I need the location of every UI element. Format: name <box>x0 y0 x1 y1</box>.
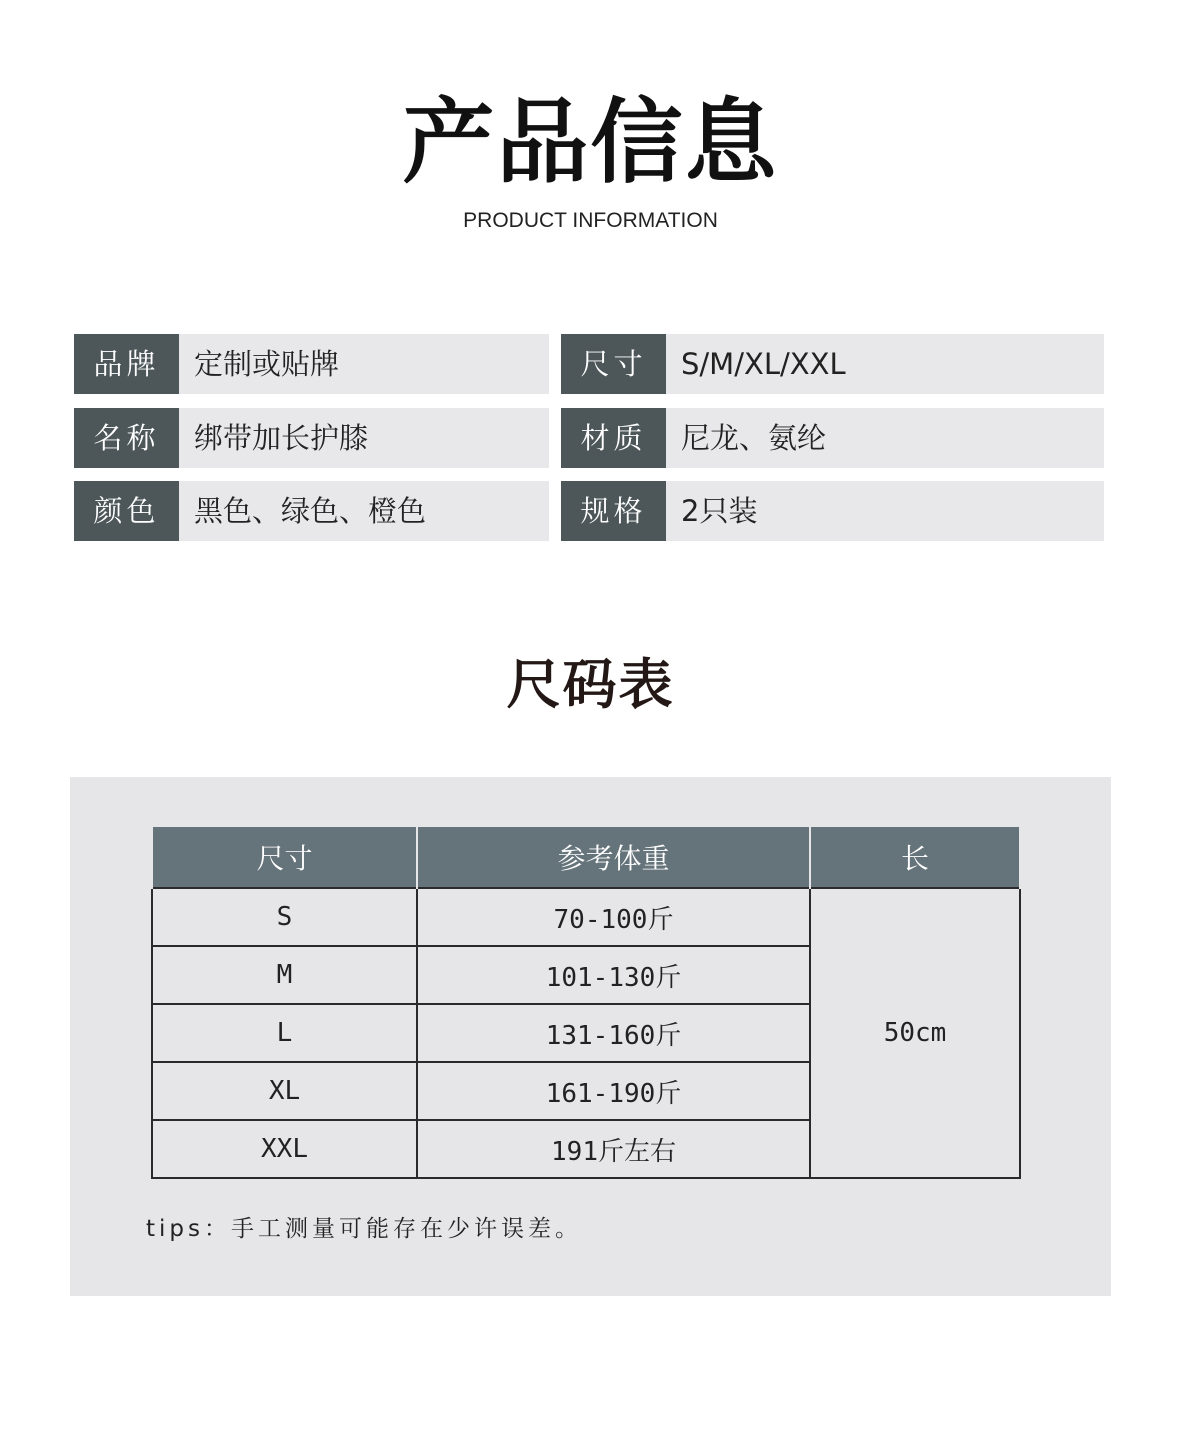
table-row <box>152 888 1020 946</box>
info-cell <box>74 334 549 394</box>
cell-size: M <box>152 946 417 1004</box>
info-cell <box>561 334 1104 394</box>
size-chart-title: 尺码表 <box>506 653 675 716</box>
info-cell <box>561 408 1104 468</box>
info-label: 品牌 <box>74 334 179 394</box>
table-header-row <box>152 827 1020 888</box>
cell-size: XXL <box>152 1120 417 1178</box>
info-row-color <box>74 481 549 541</box>
header-length: 长 <box>810 827 1020 888</box>
cell-size: L <box>152 1004 417 1062</box>
cell-weight: 101-130斤 <box>417 946 810 1004</box>
cell-size: XL <box>152 1062 417 1120</box>
info-value: 尼龙、氨纶 <box>681 421 827 455</box>
info-value: 绑带加长护膝 <box>194 421 369 455</box>
info-label: 规格 <box>561 481 666 541</box>
cell-length: 50cm <box>810 888 1020 1178</box>
info-row-brand <box>74 334 549 394</box>
info-value: S/M/XL/XXL <box>681 347 846 381</box>
header-weight: 参考体重 <box>417 827 810 888</box>
info-cell <box>74 408 549 468</box>
tips-note: tips：手工测量可能存在少许误差。 <box>146 1216 582 1242</box>
cell-weight: 191斤左右 <box>417 1120 810 1178</box>
page-title: 产品信息 <box>402 89 779 196</box>
info-row-material <box>561 408 1104 468</box>
info-value: 定制或贴牌 <box>194 347 340 381</box>
info-row-name <box>74 408 549 468</box>
cell-weight: 161-190斤 <box>417 1062 810 1120</box>
info-value: 黑色、绿色、橙色 <box>194 494 427 528</box>
info-cell <box>561 481 1104 541</box>
info-label: 尺寸 <box>561 334 666 394</box>
size-table <box>151 827 1021 1179</box>
header-size: 尺寸 <box>152 827 417 888</box>
page-subtitle: PRODUCT INFORMATION <box>463 209 718 232</box>
info-cell <box>74 481 549 541</box>
cell-size: S <box>152 888 417 946</box>
info-value: 2只装 <box>681 494 758 528</box>
info-label: 颜色 <box>74 481 179 541</box>
cell-weight: 70-100斤 <box>417 888 810 946</box>
info-label: 材质 <box>561 408 666 468</box>
info-label: 名称 <box>74 408 179 468</box>
info-row-size <box>561 334 1104 394</box>
info-row-spec <box>561 481 1104 541</box>
cell-weight: 131-160斤 <box>417 1004 810 1062</box>
